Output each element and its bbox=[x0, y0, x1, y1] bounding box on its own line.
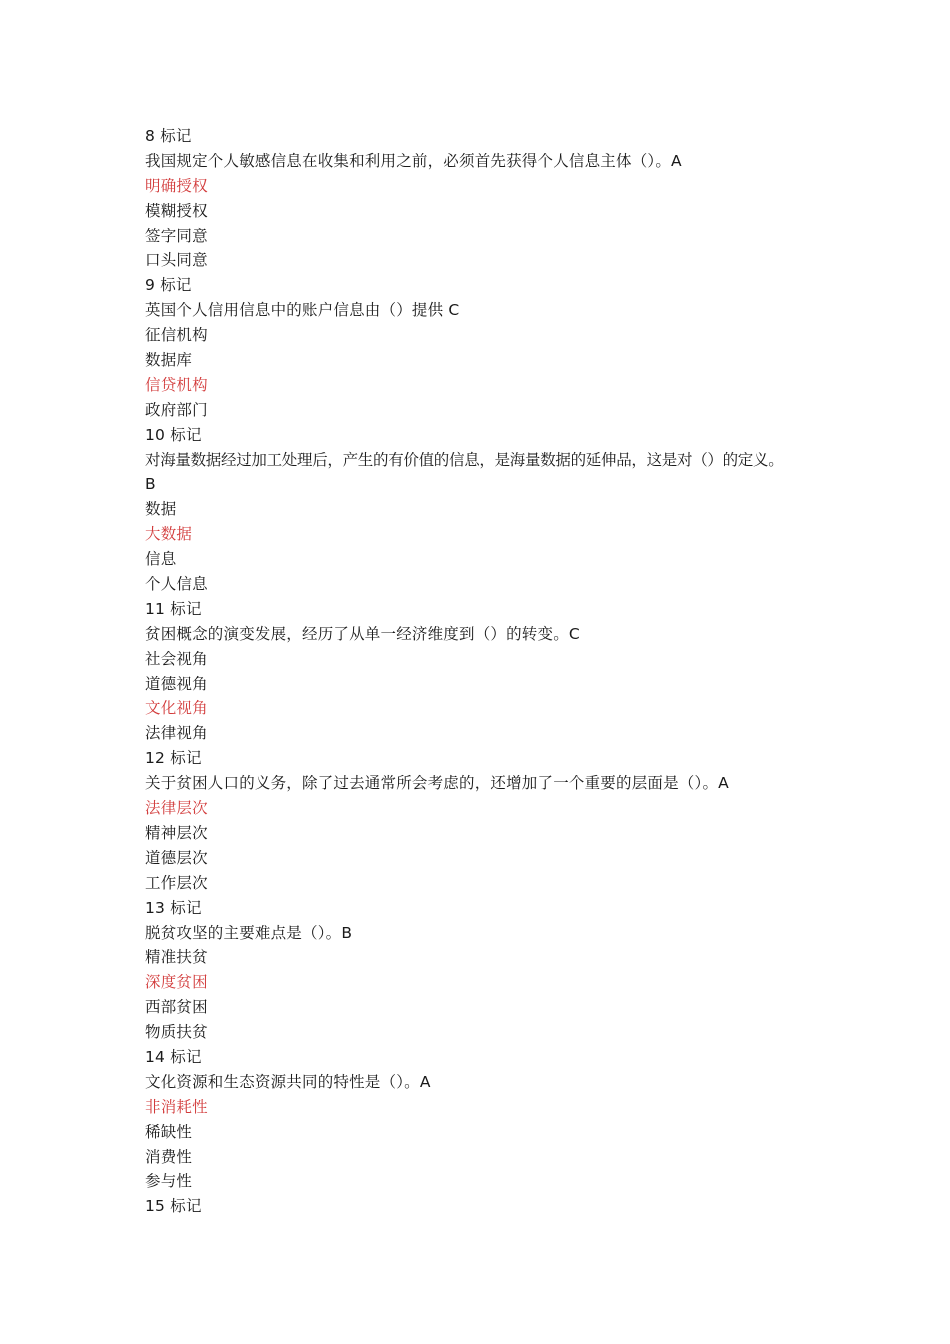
question-text: 英国个人信用信息中的账户信息由（）提供 C bbox=[145, 301, 460, 320]
question-text: 关于贫困人口的义务，除了过去通常所会考虑的，还增加了一个重要的层面是（）。A bbox=[145, 774, 729, 793]
question-marker: 15 标记 bbox=[145, 1197, 202, 1216]
answer-option-correct: 大数据 bbox=[145, 525, 193, 544]
answer-option: 道德视角 bbox=[145, 674, 208, 693]
answer-option: 模糊授权 bbox=[145, 201, 208, 220]
question-text: 我国规定个人敏感信息在收集和利用之前，必须首先获得个人信息主体（）。A bbox=[145, 151, 682, 170]
question-marker: 12 标记 bbox=[145, 749, 202, 768]
question-text: 文化资源和生态资源共同的特性是（）。A bbox=[145, 1072, 431, 1091]
question-text: 贫困概念的演变发展，经历了从单一经济维度到（）的转变。C bbox=[145, 624, 580, 643]
answer-option-correct: 深度贫困 bbox=[145, 973, 208, 992]
answer-option: 物质扶贫 bbox=[145, 1023, 208, 1042]
answer-option-correct: 信贷机构 bbox=[145, 375, 208, 394]
answer-option: 稀缺性 bbox=[145, 1122, 193, 1141]
question-marker: 14 标记 bbox=[145, 1047, 202, 1066]
question-text: 脱贫攻坚的主要难点是（）。B bbox=[145, 923, 353, 942]
answer-option-correct: 法律层次 bbox=[145, 799, 208, 818]
answer-option: 征信机构 bbox=[145, 326, 208, 345]
answer-option: 口头同意 bbox=[145, 251, 208, 270]
answer-option: 消费性 bbox=[145, 1147, 193, 1166]
answer-option: 社会视角 bbox=[145, 649, 208, 668]
answer-option: 个人信息 bbox=[145, 575, 208, 594]
answer-option: 签字同意 bbox=[145, 226, 208, 245]
answer-option: 精神层次 bbox=[145, 823, 208, 842]
answer-option: 精准扶贫 bbox=[145, 948, 208, 967]
answer-option: 信息 bbox=[145, 550, 177, 569]
answer-option: 政府部门 bbox=[145, 400, 208, 419]
answer-option-correct: 明确授权 bbox=[145, 176, 208, 195]
question-marker: 9 标记 bbox=[145, 276, 192, 295]
question-marker: 11 标记 bbox=[145, 599, 202, 618]
answer-option: 西部贫困 bbox=[145, 998, 208, 1017]
answer-option: 数据 bbox=[145, 500, 177, 519]
question-answer-key: B bbox=[145, 475, 156, 494]
question-marker: 13 标记 bbox=[145, 898, 202, 917]
question-list bbox=[145, 124, 825, 1219]
answer-option: 法律视角 bbox=[145, 724, 208, 743]
answer-option: 工作层次 bbox=[145, 873, 208, 892]
answer-option: 道德层次 bbox=[145, 848, 208, 867]
answer-option-correct: 文化视角 bbox=[145, 699, 208, 718]
question-text: 对海量数据经过加工处理后，产生的有价值的信息，是海量数据的延伸品，这是对（）的定义。 bbox=[145, 450, 784, 469]
question-marker: 10 标记 bbox=[145, 425, 202, 444]
question-marker: 8 标记 bbox=[145, 127, 192, 145]
answer-option-correct: 非消耗性 bbox=[145, 1097, 208, 1116]
answer-option: 参与性 bbox=[145, 1172, 193, 1191]
answer-option: 数据库 bbox=[145, 351, 193, 370]
